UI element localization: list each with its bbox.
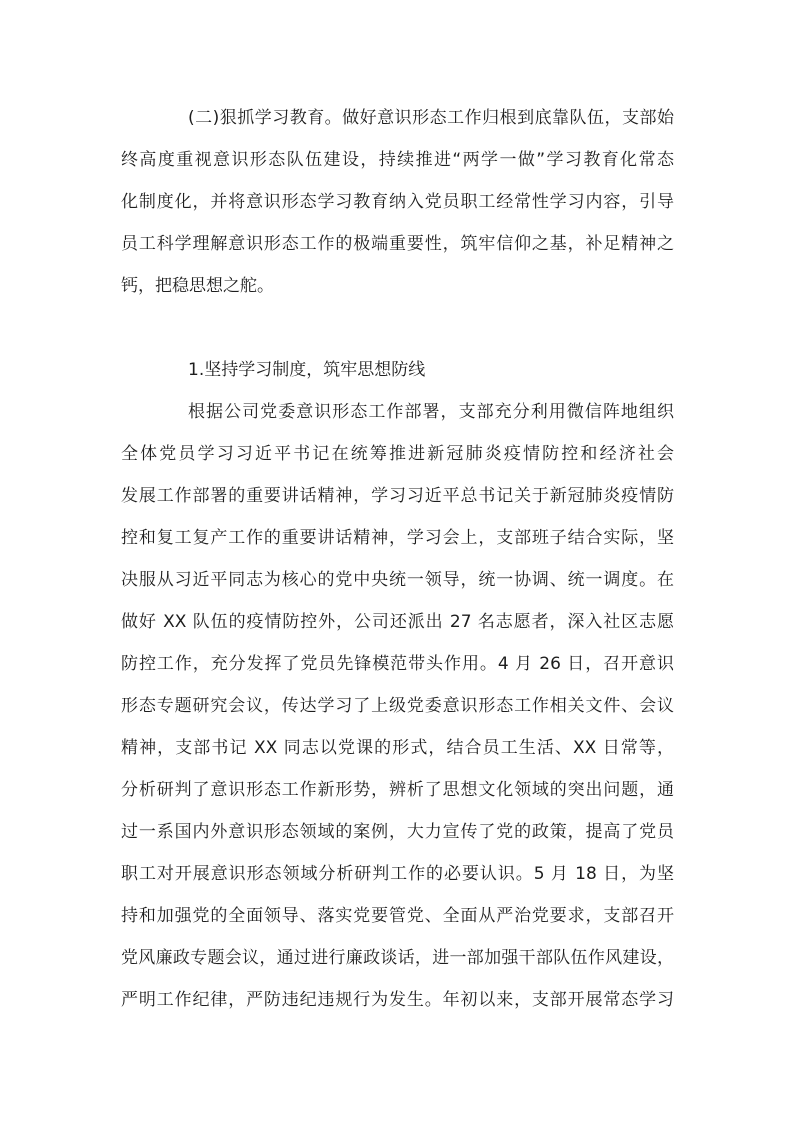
- paragraph-line: 精神，支部书记 XX 同志以党课的形式，结合员工生活、XX 日常等，: [121, 738, 674, 758]
- paragraph-line: (二)狠抓学习教育。做好意识形态工作归根到底靠队伍，支部始: [188, 108, 674, 128]
- section-subheading: 1.坚持学习制度，筑牢思想防线: [188, 360, 426, 380]
- paragraph-line: 根据公司党委意识形态工作部署，支部充分利用微信阵地组织: [188, 402, 674, 422]
- paragraph-line: 决服从习近平同志为核心的党中央统一领导，统一协调、统一调度。在: [121, 570, 674, 590]
- paragraph-line: 全体党员学习习近平书记在统筹推进新冠肺炎疫情防控和经济社会: [121, 444, 674, 464]
- paragraph-line: 员工科学理解意识形态工作的极端重要性，筑牢信仰之基，补足精神之: [121, 234, 674, 254]
- paragraph-line: 形态专题研究会议，传达学习了上级党委意识形态工作相关文件、会议: [121, 696, 674, 716]
- paragraph-line: 持和加强党的全面领导、落实党要管党、全面从严治党要求，支部召开: [121, 906, 674, 926]
- paragraph-line: 过一系国内外意识形态领域的案例，大力宣传了党的政策，提高了党员: [121, 822, 674, 842]
- paragraph-line: 做好 XX 队伍的疫情防控外，公司还派出 27 名志愿者，深入社区志愿: [121, 612, 674, 632]
- paragraph-line: 钙，把稳思想之舵。: [121, 276, 274, 296]
- paragraph-line: 控和复工复产工作的重要讲话精神，学习会上，支部班子结合实际，坚: [121, 528, 674, 548]
- paragraph-line: 化制度化，并将意识形态学习教育纳入党员职工经常性学习内容，引导: [121, 192, 674, 212]
- paragraph-line: 职工对开展意识形态领域分析研判工作的必要认识。5 月 18 日，为坚: [121, 864, 674, 884]
- paragraph-line: 严明工作纪律，严防违纪违规行为发生。年初以来，支部开展常态学习: [121, 990, 674, 1010]
- paragraph-line: 党风廉政专题会议，通过进行廉政谈话，进一部加强干部队伍作风建设，: [121, 948, 674, 968]
- paragraph-line: 防控工作，充分发挥了党员先锋模范带头作用。4 月 26 日，召开意识: [121, 654, 674, 674]
- paragraph-line: 终高度重视意识形态队伍建设，持续推进“两学一做”学习教育化常态: [121, 150, 674, 170]
- paragraph-line: 发展工作部署的重要讲话精神，学习习近平总书记关于新冠肺炎疫情防: [121, 486, 674, 506]
- paragraph-line: 分析研判了意识形态工作新形势，辨析了思想文化领域的突出问题，通: [121, 780, 674, 800]
